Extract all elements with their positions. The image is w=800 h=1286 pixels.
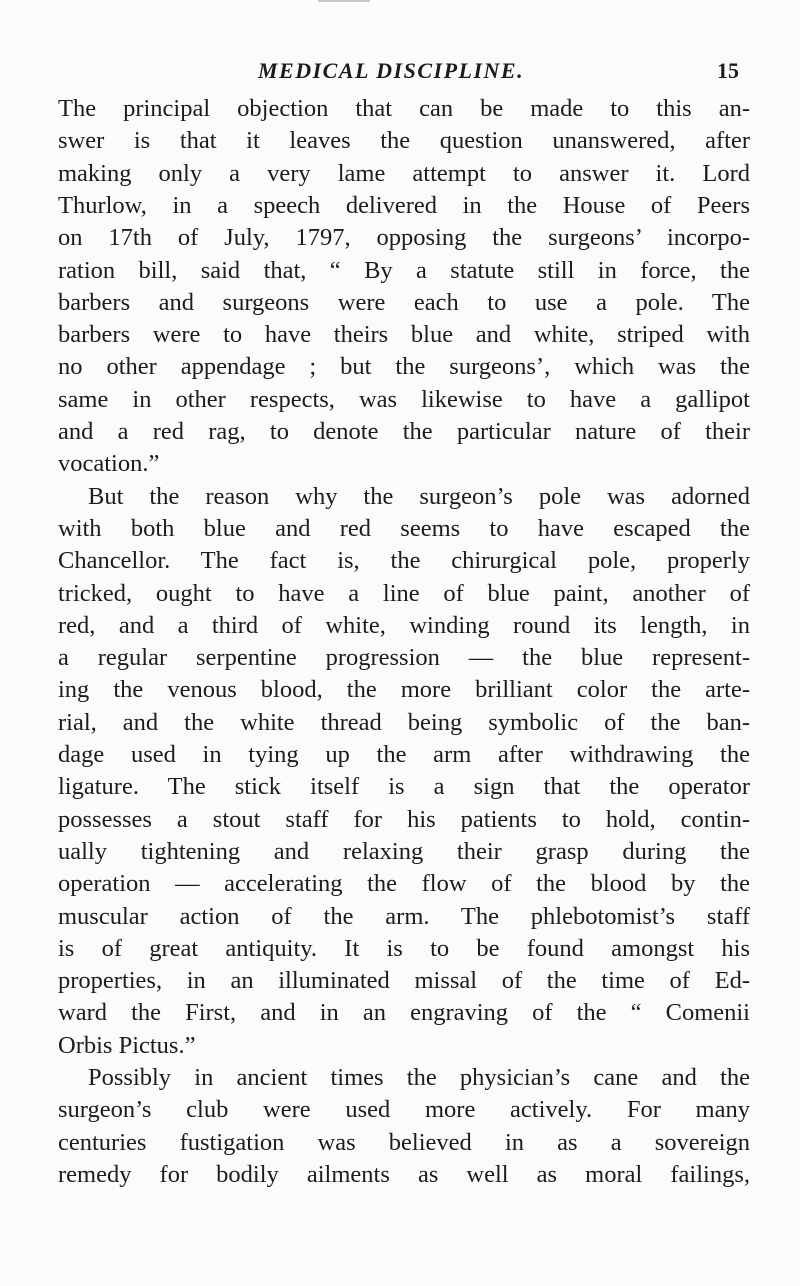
text-line: Thurlow, in a speech delivered in the House of Peers	[58, 191, 750, 219]
text-line: swer is that it leaves the question unanswered, after	[58, 127, 750, 155]
text-line: possesses a stout staff for his patients to hold, contin-	[58, 805, 750, 833]
text-line: ligature. The stick itself is a sign that the operator	[58, 773, 750, 801]
text-line: barbers and surgeons were each to use a pole. The	[58, 288, 750, 316]
text-line: properties, in an illuminated missal of the time of Ed-	[58, 967, 750, 995]
text-line: barbers were to have theirs blue and white, striped with	[58, 321, 750, 349]
text-line: ration bill, said that, “ By a statute still in force, the	[58, 256, 750, 284]
text-line: surgeon’s club were used more actively. For many	[58, 1096, 750, 1124]
text-line: a regular serpentine progression — the blue represent-	[58, 644, 750, 672]
text-line: operation — accelerating the flow of the blood by the	[58, 870, 750, 898]
text-line: ing the venous blood, the more brilliant color the arte-	[58, 676, 750, 704]
text-line: tricked, ought to have a line of blue paint, another of	[58, 579, 750, 607]
text-line: remedy for bodily ailments as well as moral failings,	[58, 1160, 750, 1188]
text-line: Possibly in ancient times the physician’s cane and the	[88, 1064, 750, 1091]
text-line: The principal objection that can be made to this an-	[58, 95, 750, 122]
text-line: dage used in tying up the arm after withdrawing the	[58, 741, 750, 768]
text-line: Orbis Pictus.”	[58, 1031, 196, 1059]
text-line: no other appendage ; but the surgeons’, which was the	[58, 353, 750, 381]
text-line: But the reason why the surgeon’s pole was adorned	[88, 482, 750, 510]
text-line: with both blue and red seems to have escaped the	[58, 514, 750, 542]
running-title: MEDICAL DISCIPLINE.	[258, 58, 525, 83]
text-line: and a red rag, to denote the particular nature of their	[58, 418, 750, 445]
text-line: vocation.”	[58, 450, 160, 478]
text-line: same in other respects, was likewise to have a gallipot	[58, 385, 750, 413]
text-line: Chancellor. The fact is, the chirurgical pole, properly	[58, 547, 750, 575]
text-line: is of great antiquity. It is to be found amongst his	[58, 934, 750, 962]
text-line: on 17th of July, 1797, opposing the surgeons’ incorpo-	[58, 224, 750, 252]
page-number: 15	[717, 58, 739, 83]
running-head	[0, 58, 800, 88]
text-line: muscular action of the arm. The phlebotomist’s staff	[58, 902, 750, 930]
text-line: rial, and the white thread being symbolic of the ban-	[58, 708, 750, 736]
text-line: ually tightening and relaxing their grasp during the	[58, 837, 750, 865]
top-edge-rule	[318, 0, 370, 2]
text-line: red, and a third of white, winding round its length, in	[58, 611, 750, 639]
text-line: centuries fustigation was believed in as a sovereign	[58, 1128, 750, 1156]
text-line: making only a very lame attempt to answer it. Lord	[58, 159, 750, 187]
text-line: ward the First, and in an engraving of the “ Comenii	[58, 999, 750, 1027]
